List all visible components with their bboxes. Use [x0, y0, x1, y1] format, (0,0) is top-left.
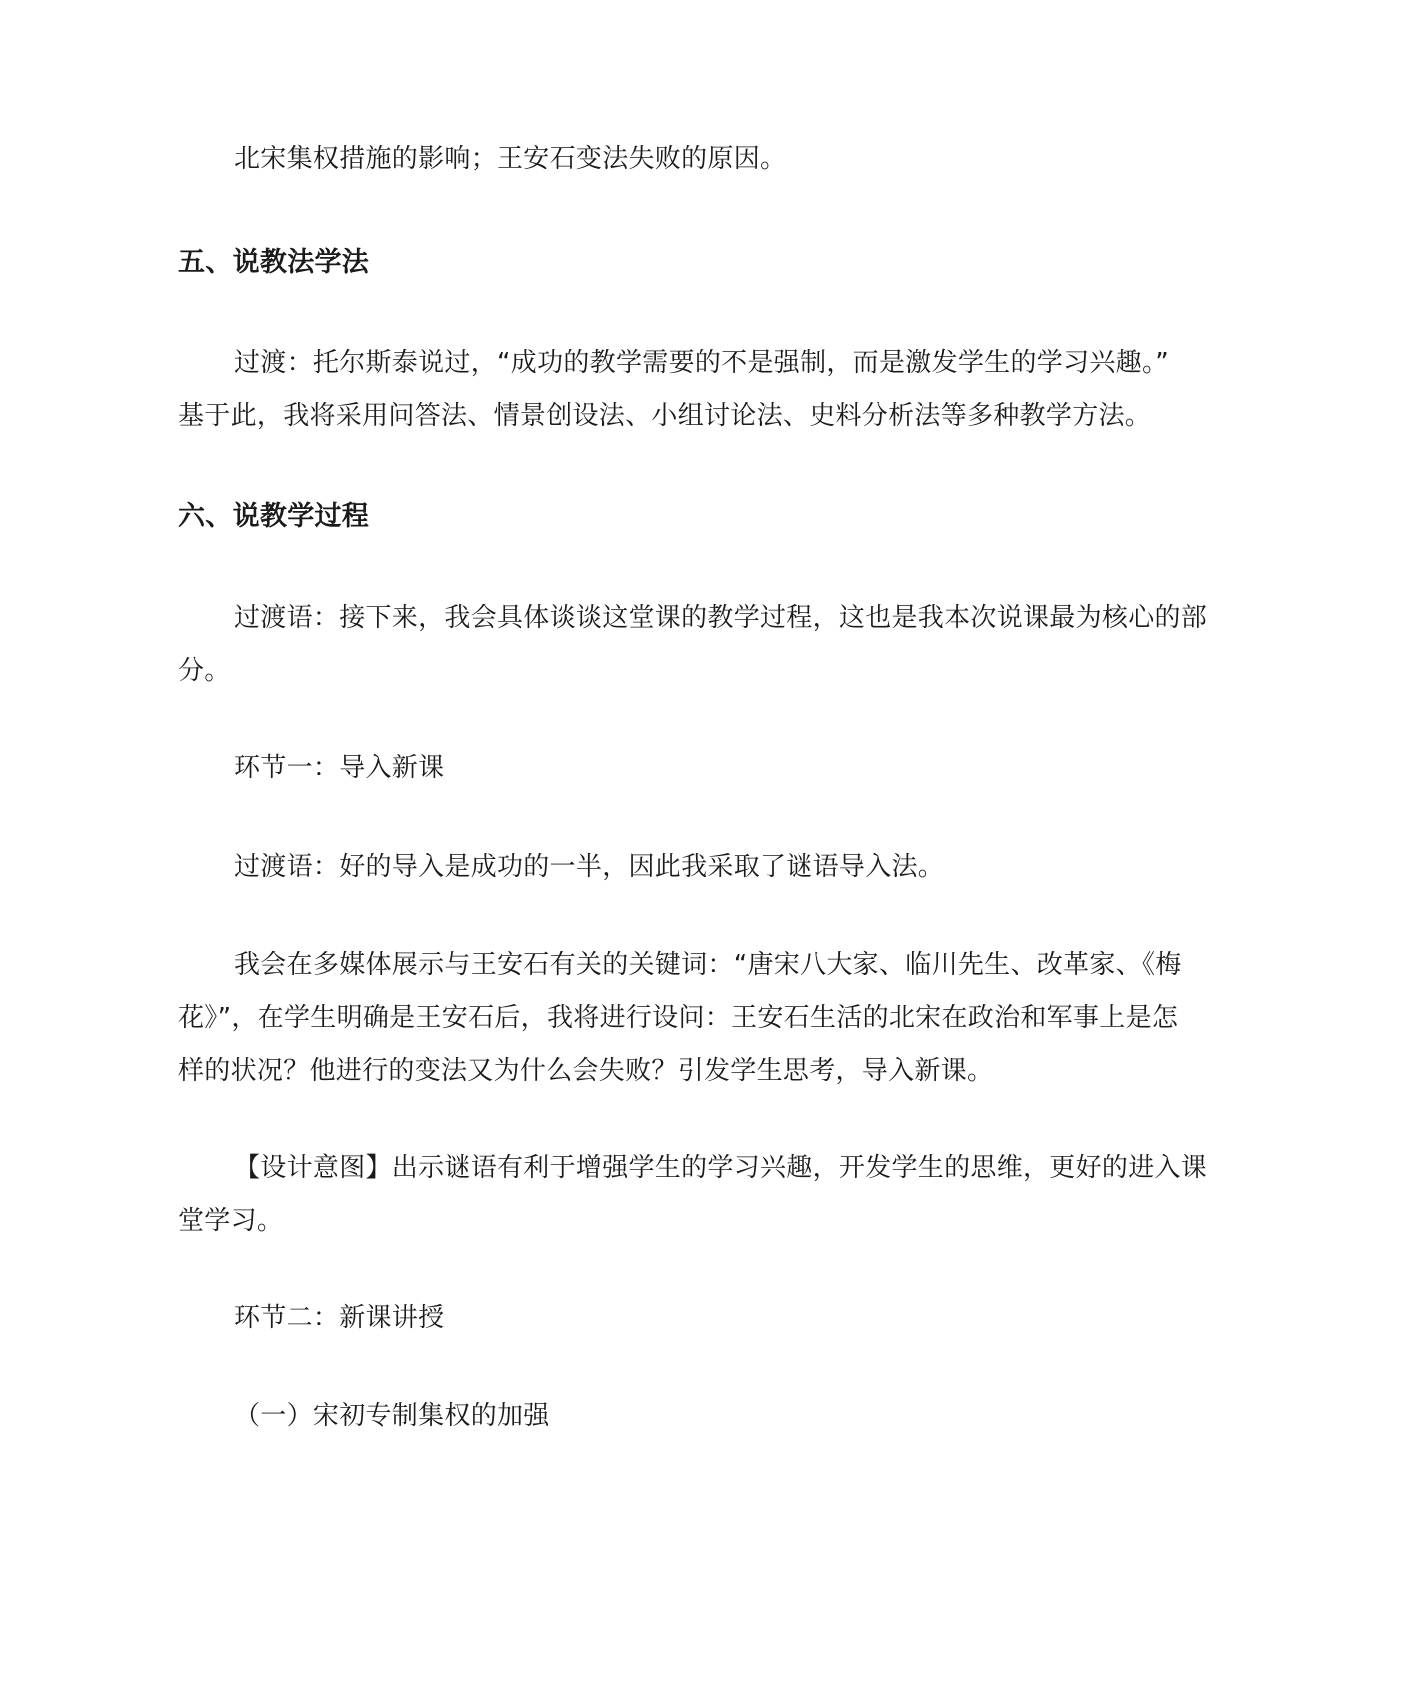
paragraph-line: 我会在多媒体展示与王安石有关的关键词：“唐宋八大家、临川先生、改革家、《梅 — [234, 950, 1182, 980]
subsection-label: （一）宋初专制集权的加强 — [234, 1401, 550, 1431]
section-heading-6: 六、说教学过程 — [178, 501, 370, 532]
paragraph-line: 过渡语：好的导入是成功的一半，因此我采取了谜语导入法。 — [234, 852, 945, 882]
paragraph-line: 基于此，我将采用问答法、情景创设法、小组讨论法、史料分析法等多种教学方法。 — [178, 401, 1152, 431]
design-intent-line: 【设计意图】出示谜语有利于增强学生的学习兴趣，开发学生的思维，更好的进入课 — [234, 1153, 1208, 1183]
paragraph-line: 过渡：托尔斯泰说过，“成功的教学需要的不是强制，而是激发学生的学习兴趣。” — [234, 348, 1170, 378]
paragraph-line: 样的状况？他进行的变法又为什么会失败？引发学生思考，导入新课。 — [178, 1056, 994, 1086]
paragraph-line: 过渡语：接下来，我会具体谈谈这堂课的教学过程，这也是我本次说课最为核心的部 — [234, 603, 1208, 633]
paragraph-line: 分。 — [178, 656, 231, 686]
paragraph-line: 北宋集权措施的影响；王安石变法失败的原因。 — [234, 144, 787, 174]
design-intent-line: 堂学习。 — [178, 1206, 284, 1236]
subsection-label: 环节二：新课讲授 — [234, 1303, 445, 1333]
paragraph-line: 花》”，在学生明确是王安石后，我将进行设问：王安石生活的北宋在政治和军事上是怎 — [178, 1003, 1179, 1033]
subsection-label: 环节一：导入新课 — [234, 753, 445, 783]
section-heading-5: 五、说教法学法 — [178, 247, 370, 278]
